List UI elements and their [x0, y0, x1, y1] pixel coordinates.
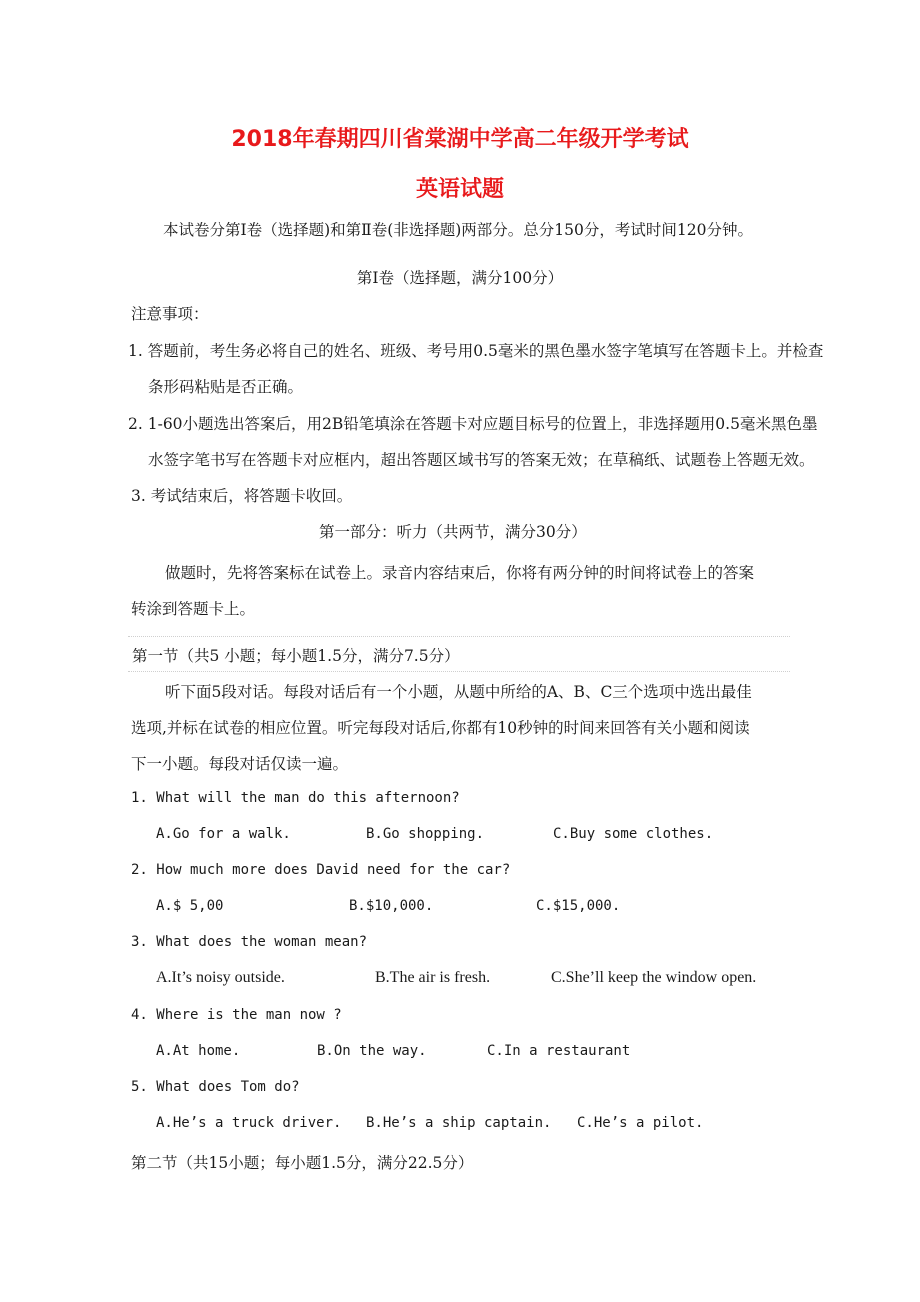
q4-option-a: A.At home.: [156, 1043, 241, 1059]
q1-option-b: B.Go shopping.: [366, 826, 485, 842]
notice-item-2: 2. 1-60小题选出答案后，用2B铅笔填涂在答题卡对应题目标号的位置上，非选择题用0.5毫米黑色墨: [128, 415, 818, 433]
q3-option-b: B.The air is fresh.: [375, 969, 491, 986]
q4-option-c: C.In a restaurant: [487, 1043, 631, 1059]
question-2: 2. How much more does David need for the car?: [131, 862, 511, 878]
q1-option-c: C.Buy some clothes.: [553, 826, 714, 842]
notice-heading: 注意事项：: [131, 305, 209, 323]
exam-title: 2018年春期四川省棠湖中学高二年级开学考试: [231, 127, 689, 152]
notice-item-1: 1. 答题前，考生务必将自己的姓名、班级、考号用0.5毫米的黑色墨水签字笔填写在答题卡上。并检查: [128, 342, 824, 360]
section2-title: 第二节（共15小题；每小题1.5分，满分22.5分）: [131, 1154, 474, 1172]
volume1-title: 第Ⅰ卷（选择题，满分100分）: [356, 269, 564, 287]
section1-instruction: 听下面5段对话。每段对话后有一个小题，从题中所给的A、B、C三个选项中选出最佳: [165, 683, 752, 701]
exam-subtitle: 英语试题: [415, 177, 504, 202]
q5-option-a: A.He’s a truck driver.: [156, 1115, 342, 1131]
question-1: 1. What will the man do this afternoon?: [131, 790, 460, 806]
q3-option-a: A.It’s noisy outside.: [156, 969, 285, 986]
notice-item-1-cont: 条形码粘贴是否正确。: [148, 378, 304, 396]
part1-title: 第一部分：听力（共两节，满分30分）: [319, 523, 587, 541]
question-5: 5. What does Tom do?: [131, 1079, 300, 1095]
q3-option-c: C.She’ll keep the window open.: [551, 969, 757, 986]
exam-intro: 本试卷分第Ⅰ卷（选择题)和第Ⅱ卷(非选择题)两部分。总分150分，考试时间120分钟。: [163, 221, 753, 239]
notice-item-3: 3. 考试结束后，将答题卡收回。: [131, 487, 353, 505]
q5-option-b: B.He’s a ship captain.: [366, 1115, 552, 1131]
q2-option-c: C.$15,000.: [536, 898, 621, 914]
section1-title: 第一节（共5 小题；每小题1.5分，满分7.5分）: [132, 647, 460, 665]
question-4: 4. Where is the man now ?: [131, 1007, 342, 1023]
section1-instruction-cont: 下一小题。每段对话仅读一遍。: [131, 755, 349, 773]
question-3: 3. What does the woman mean?: [131, 934, 368, 950]
q2-option-b: B.$10,000.: [349, 898, 434, 914]
section1-instruction-cont: 选项,并标在试卷的相应位置。听完每段对话后,你都有10秒钟的时间来回答有关小题和阅读: [131, 719, 750, 737]
q2-option-a: A.$ 5,00: [156, 898, 224, 914]
notice-item-2-cont: 水签字笔书写在答题卡对应框内，超出答题区域书写的答案无效；在草稿纸、试题卷上答题无效。: [148, 451, 815, 469]
q4-option-b: B.On the way.: [317, 1043, 427, 1059]
part1-instruction: 做题时，先将答案标在试卷上。录音内容结束后，你将有两分钟的时间将试卷上的答案: [165, 564, 755, 582]
q1-option-a: A.Go for a walk.: [156, 826, 291, 842]
part1-instruction-cont: 转涂到答题卡上。: [131, 600, 256, 618]
q5-option-c: C.He’s a pilot.: [577, 1115, 704, 1131]
